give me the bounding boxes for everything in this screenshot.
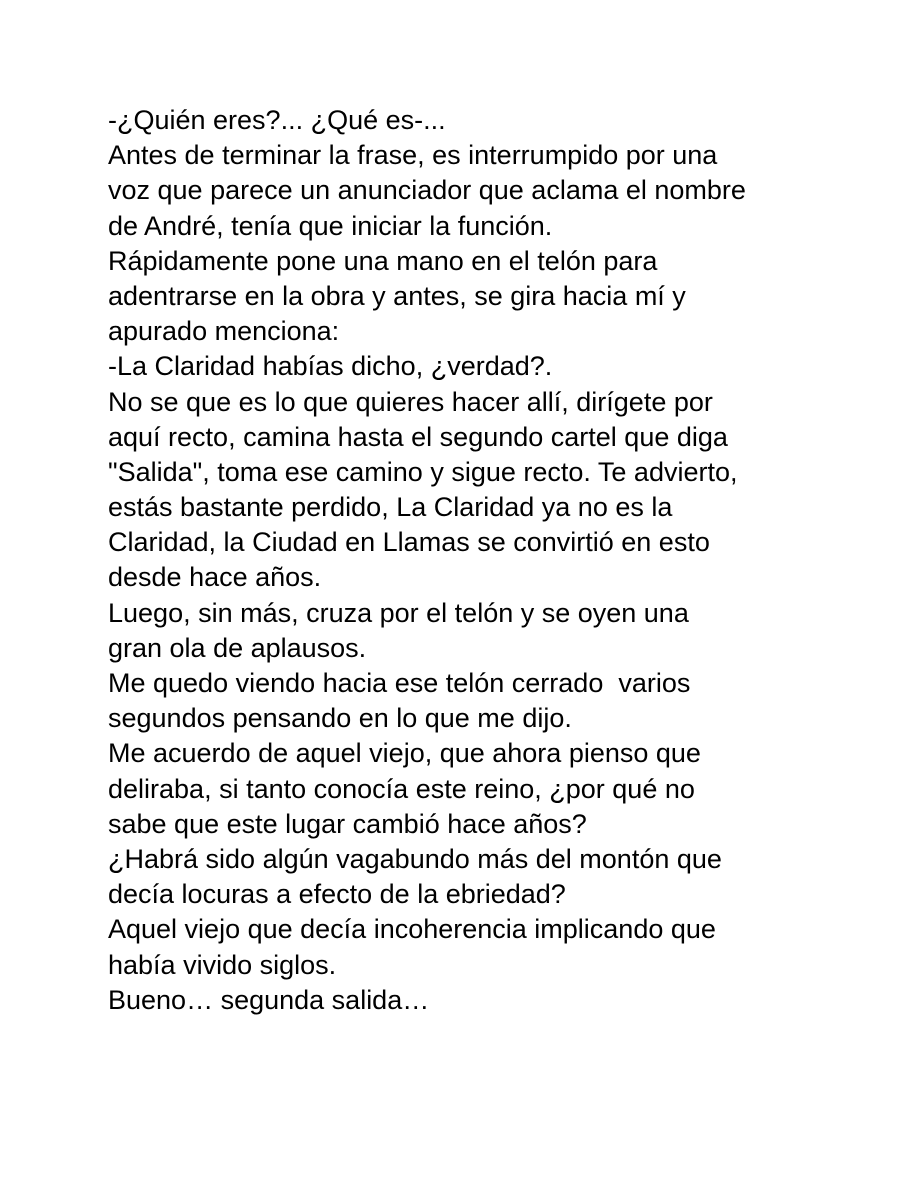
text-line: -¿Quién eres?... ¿Qué es-... — [108, 105, 446, 135]
text-line: "Salida", toma ese camino y sigue recto. Te advierto, — [108, 456, 738, 487]
text-line: Me acuerdo de aquel viejo, que ahora pienso que — [108, 738, 701, 769]
document-body — [108, 103, 808, 1018]
text-line: deliraba, si tanto conocía este reino, ¿por qué no — [108, 773, 695, 804]
text-line: aquí recto, camina hasta el segundo cartel que diga — [108, 421, 728, 452]
text-line: Bueno… segunda salida… — [108, 984, 430, 1015]
text-line: No se que es lo que quieres hacer allí, dirígete por — [108, 386, 713, 417]
text-line: adentrarse en la obra y antes, se gira hacia mí y — [108, 280, 686, 311]
text-line: sabe que este lugar cambió hace años? — [108, 808, 587, 839]
text-line: Claridad, la Ciudad en Llamas se convirtió en esto — [108, 527, 710, 558]
text-line: Rápidamente pone una mano en el telón para — [108, 245, 658, 276]
text-line: -La Claridad habías dicho, ¿verdad?. — [108, 351, 553, 382]
text-line: desde hace años. — [108, 562, 322, 593]
text-line: Aquel viejo que decía incoherencia implicando que — [108, 914, 716, 945]
text-line: Me quedo viendo hacia ese telón cerrado varios — [108, 668, 691, 698]
text-line: decía locuras a efecto de la ebriedad? — [108, 879, 566, 910]
text-line: apurado menciona: — [108, 316, 340, 347]
text-line: segundos pensando en lo que me dijo. — [108, 703, 572, 734]
text-line: gran ola de aplausos. — [108, 632, 367, 663]
text-line: estás bastante perdido, La Claridad ya no es la — [108, 492, 673, 523]
text-line: Antes de terminar la frase, es interrumpido por una — [108, 140, 718, 171]
text-line: de André, tenía que iniciar la función. — [108, 210, 553, 241]
text-line: voz que parece un anunciador que aclama el nombre — [108, 175, 746, 206]
text-line: había vivido siglos. — [108, 949, 337, 980]
text-line: ¿Habrá sido algún vagabundo más del montón que — [108, 843, 722, 874]
text-line: Luego, sin más, cruza por el telón y se oyen una — [108, 597, 689, 628]
